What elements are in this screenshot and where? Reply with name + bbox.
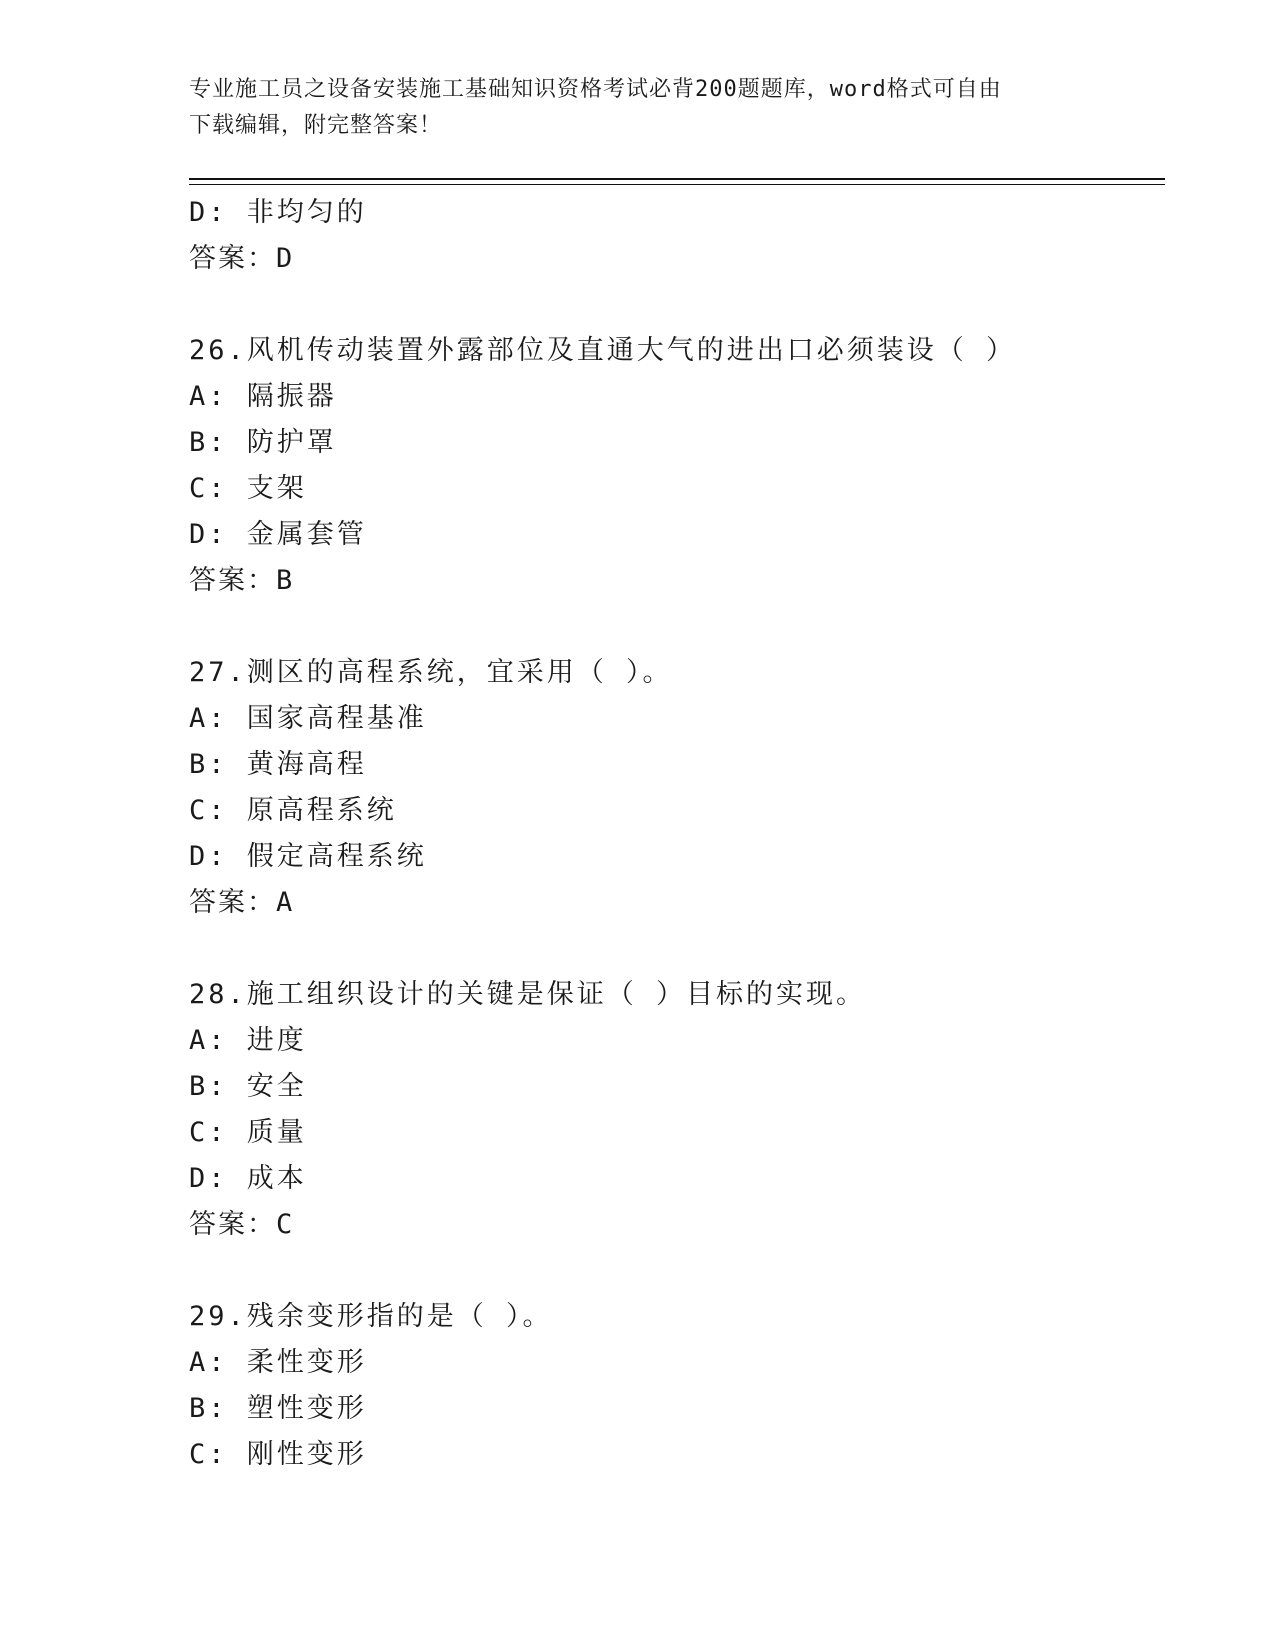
header-divider-thick (189, 178, 1165, 180)
answer-line (189, 558, 1165, 604)
question-stem: 28.施工组织设计的关键是保证（ ）目标的实现。 (189, 979, 867, 1010)
question-block-26 (189, 328, 1165, 604)
option-c: C: 质量 (189, 1117, 307, 1148)
option-a: A: 进度 (189, 1025, 307, 1056)
option-b: B: 安全 (189, 1071, 307, 1102)
answer-label: 答案： (189, 1209, 276, 1240)
option-a: A: 隔振器 (189, 381, 337, 412)
header-title-line-1: 专业施工员之设备安装施工基础知识资格考试必背200题题库，word格式可自由 (189, 77, 1002, 102)
answer-value: A (276, 887, 293, 918)
option-c: C: 刚性变形 (189, 1439, 367, 1470)
header-divider-thin (189, 184, 1165, 185)
question-stem: 29.残余变形指的是（ ）。 (189, 1301, 553, 1332)
answer-line (189, 236, 1165, 282)
answer-label: 答案： (189, 243, 276, 274)
question-block-28 (189, 972, 1165, 1248)
answer-line (189, 1202, 1165, 1248)
answer-label: 答案： (189, 887, 276, 918)
question-block-29 (189, 1294, 1165, 1478)
option-d: D: 金属套管 (189, 519, 367, 550)
option-c: C: 支架 (189, 473, 307, 504)
option-b: B: 黄海高程 (189, 749, 367, 780)
option-d: D: 成本 (189, 1163, 307, 1194)
answer-value: B (276, 565, 293, 596)
question-block-27 (189, 650, 1165, 926)
spacer (189, 282, 1165, 328)
answer-value: C (276, 1209, 293, 1240)
header-title-line-2: 下载编辑，附完整答案！ (189, 113, 443, 138)
question-stem: 26.风机传动装置外露部位及直通大气的进出口必须装设（ ） (189, 335, 1017, 366)
option-d: D: 非均匀的 (189, 197, 367, 228)
document-header (189, 72, 1089, 144)
question-block-25-tail (189, 190, 1165, 282)
option-b: B: 塑性变形 (189, 1393, 367, 1424)
answer-value: D (276, 243, 293, 274)
spacer (189, 926, 1165, 972)
answer-label: 答案： (189, 565, 276, 596)
answer-line (189, 880, 1165, 926)
spacer (189, 604, 1165, 650)
option-a: A: 柔性变形 (189, 1347, 367, 1378)
option-c: C: 原高程系统 (189, 795, 397, 826)
option-b: B: 防护罩 (189, 427, 337, 458)
question-list (189, 190, 1165, 1478)
spacer (189, 1248, 1165, 1294)
option-a: A: 国家高程基准 (189, 703, 427, 734)
option-d: D: 假定高程系统 (189, 841, 427, 872)
question-stem: 27.测区的高程系统，宜采用（ ）。 (189, 657, 673, 688)
